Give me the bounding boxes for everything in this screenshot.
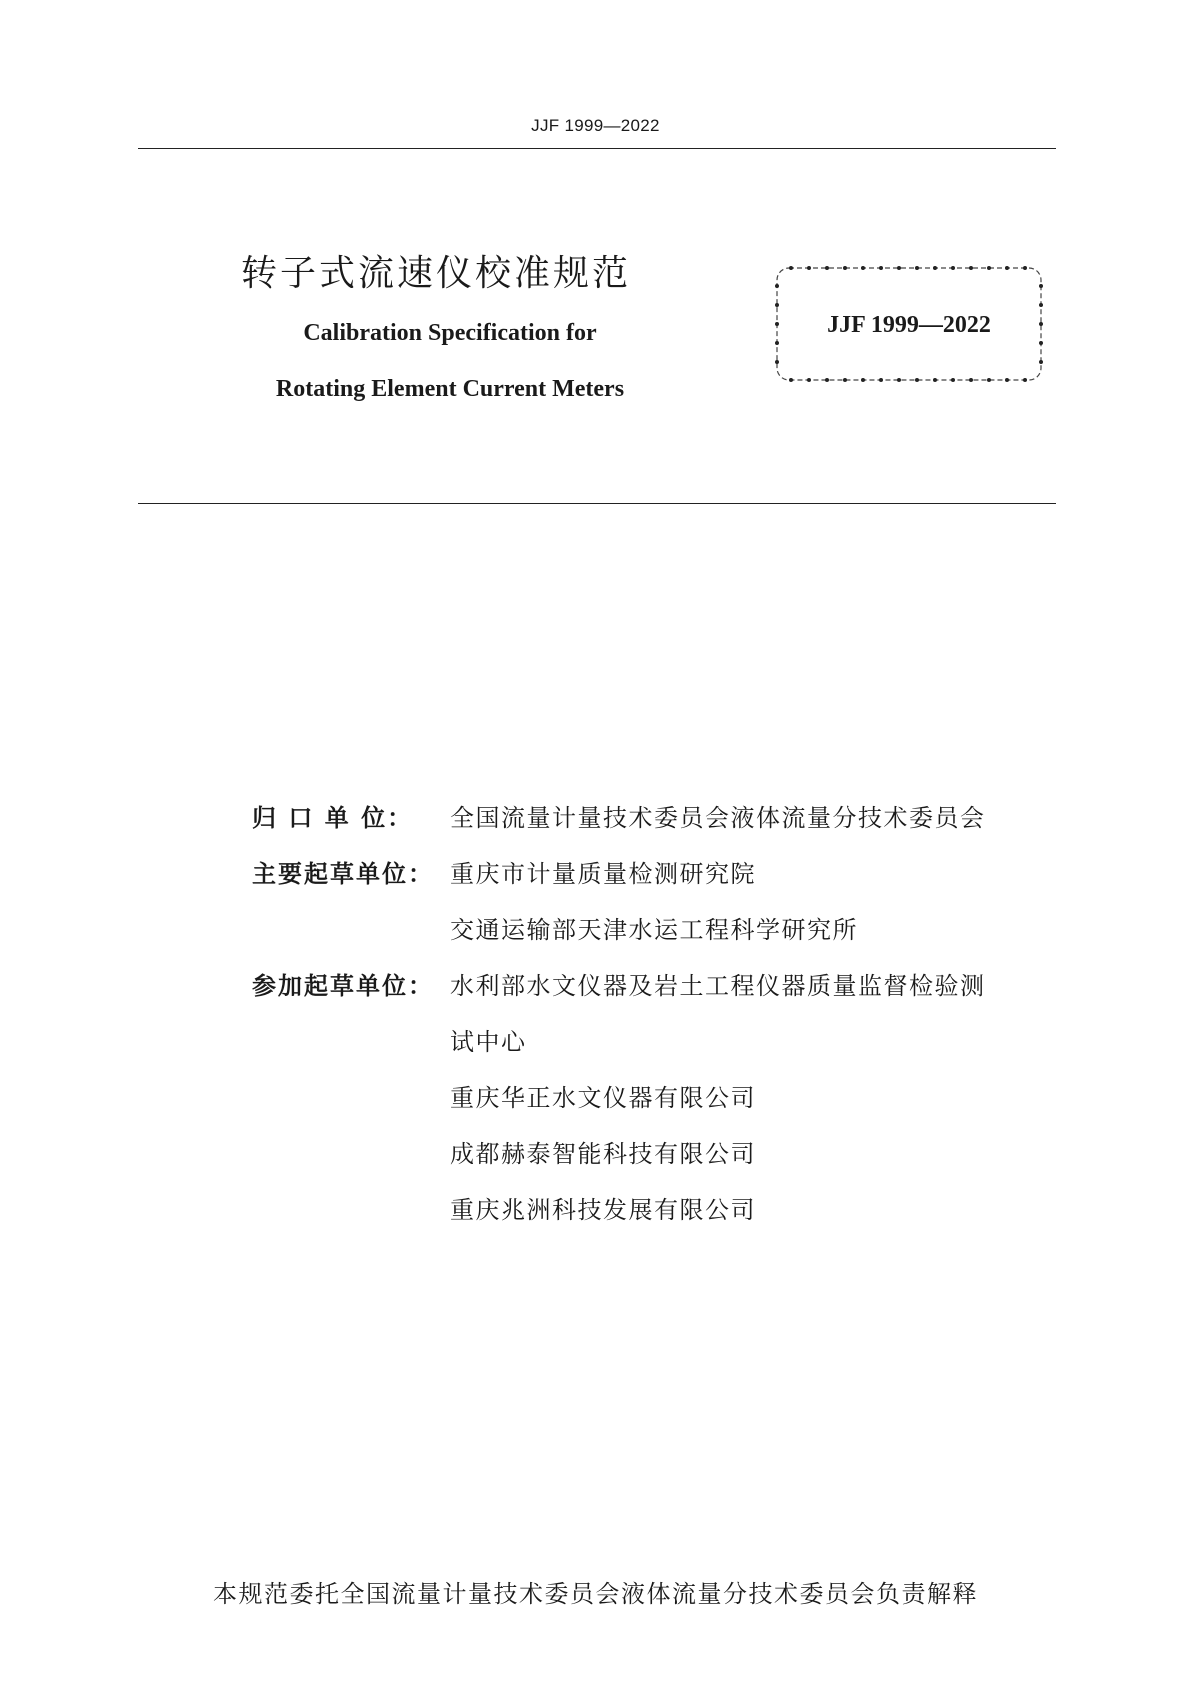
frame-dot bbox=[951, 378, 955, 382]
frame-dot bbox=[1039, 303, 1043, 307]
standard-code-box bbox=[771, 262, 1047, 386]
frame-dot bbox=[807, 378, 811, 382]
frame-dot bbox=[775, 303, 779, 307]
frame-dot bbox=[861, 266, 865, 270]
drafting-units-block bbox=[252, 798, 1062, 1246]
participating-drafting-row bbox=[252, 1022, 1062, 1078]
participating-drafting-row bbox=[252, 1078, 1062, 1134]
participating-drafting-label: 参加起草单位： bbox=[252, 972, 434, 1000]
frame-dot bbox=[775, 360, 779, 364]
frame-dot bbox=[1039, 284, 1043, 288]
main-drafting-row bbox=[252, 910, 1062, 966]
participating-drafting-row bbox=[252, 966, 1062, 1022]
main-drafting-unit: 重庆市计量质量检测研究院 bbox=[450, 860, 756, 888]
frame-dot bbox=[825, 378, 829, 382]
frame-dot bbox=[1005, 378, 1009, 382]
frame-dot bbox=[775, 284, 779, 288]
frame-dot bbox=[1005, 266, 1009, 270]
standard-code: JJF 1999—2022 bbox=[827, 312, 991, 338]
title-chinese: 转子式流速仪校准规范 bbox=[241, 253, 632, 294]
interpretation-note: 本规范委托全国流量计量技术委员会液体流量分技术委员会负责解释 bbox=[213, 1580, 978, 1608]
participating-drafting-row bbox=[252, 1134, 1062, 1190]
frame-dot bbox=[843, 266, 847, 270]
frame-dot bbox=[915, 378, 919, 382]
frame-dot bbox=[1023, 266, 1027, 270]
frame-dot bbox=[1023, 378, 1027, 382]
frame-dot bbox=[915, 266, 919, 270]
frame-dot bbox=[789, 266, 793, 270]
frame-dot bbox=[879, 266, 883, 270]
main-drafting-unit: 交通运输部天津水运工程科学研究所 bbox=[450, 916, 858, 944]
frame-dot bbox=[897, 378, 901, 382]
title-english-line-1: Calibration Specification for bbox=[303, 320, 597, 346]
participating-drafting-unit: 成都赫泰智能科技有限公司 bbox=[450, 1140, 756, 1168]
frame-dot bbox=[807, 266, 811, 270]
frame-dot bbox=[969, 378, 973, 382]
main-drafting-row bbox=[252, 854, 1062, 910]
frame-dot bbox=[843, 378, 847, 382]
participating-drafting-unit: 重庆兆洲科技发展有限公司 bbox=[450, 1196, 756, 1224]
participating-drafting-unit: 重庆华正水文仪器有限公司 bbox=[450, 1084, 756, 1112]
participating-drafting-unit: 水利部水文仪器及岩土工程仪器质量监督检验测 bbox=[450, 972, 986, 1000]
frame-dot bbox=[879, 378, 883, 382]
title-english-line-2: Rotating Element Current Meters bbox=[275, 376, 625, 402]
frame-dot bbox=[933, 266, 937, 270]
frame-dot bbox=[1039, 360, 1043, 364]
participating-drafting-unit: 试中心 bbox=[450, 1028, 527, 1056]
frame-dot bbox=[775, 341, 779, 345]
frame-dot bbox=[789, 378, 793, 382]
frame-dot bbox=[951, 266, 955, 270]
frame-dot bbox=[897, 266, 901, 270]
frame-dot bbox=[861, 378, 865, 382]
frame-dot bbox=[1039, 341, 1043, 345]
frame-dot bbox=[969, 266, 973, 270]
responsible-unit-label: 归 口 单 位： bbox=[252, 804, 414, 832]
participating-drafting-row bbox=[252, 1190, 1062, 1246]
frame-dot bbox=[825, 266, 829, 270]
main-drafting-label: 主要起草单位： bbox=[252, 860, 434, 888]
frame-dot bbox=[987, 266, 991, 270]
section-rule bbox=[138, 503, 1056, 504]
responsible-unit-value: 全国流量计量技术委员会液体流量分技术委员会 bbox=[450, 804, 986, 832]
header-rule bbox=[138, 148, 1056, 149]
responsible-unit-row bbox=[252, 798, 1062, 854]
frame-dot bbox=[987, 378, 991, 382]
running-header: JJF 1999—2022 bbox=[531, 116, 660, 135]
frame-dot bbox=[933, 378, 937, 382]
